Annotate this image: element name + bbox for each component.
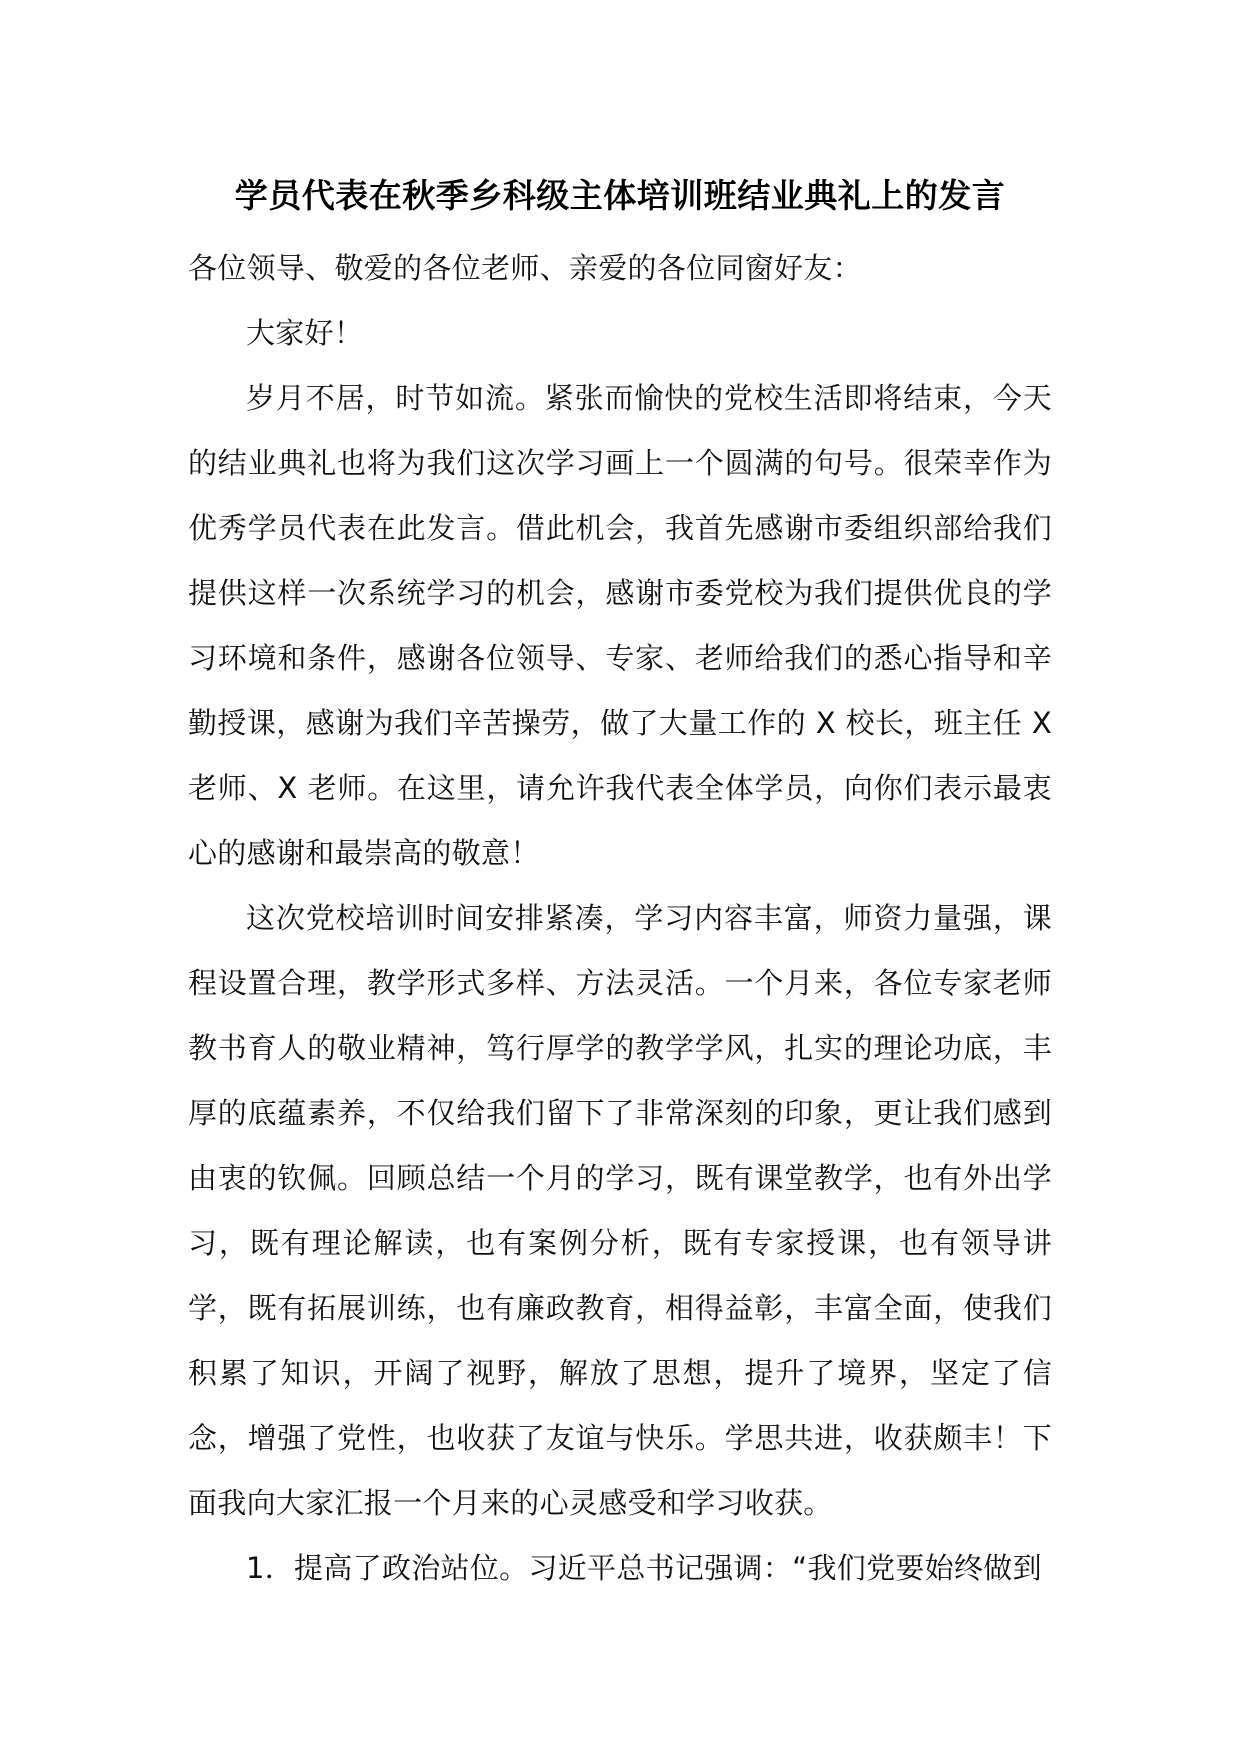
paragraph-point-one: 1．提高了政治站位。习近平总书记强调：“我们党要始终做到 xyxy=(246,1551,1042,1585)
greeting: 大家好！ xyxy=(246,316,364,350)
document-body xyxy=(188,170,1052,1601)
paragraph-opening: 岁月不居，时节如流。紧张而愉快的党校生活即将结束，今天的结业典礼也将为我们这次学习画上一个圆满的句号。很荣幸作为优秀学员代表在此发言。借此机会，我首先感谢市委组织部给我们提供这样一次系统学习的机会，感谢市委党校为我们提供优良的学习环境和条件，感谢各位领导、专家、老师给我们的悉心指导和辛勤授课，感谢为我们辛苦操劳，做了大量工作的 X 校长，班主任 X 老师、X 老师。在这里，请允许我代表全体学员，向你们表示最衷心的感谢和最崇高的敬意！ xyxy=(188,381,1052,870)
salutation: 各位领导、敬爱的各位老师、亲爱的各位同窗好友： xyxy=(188,251,862,285)
document-title: 学员代表在秋季乡科级主体培训班结业典礼上的发言 xyxy=(234,176,1006,215)
paragraph-training-review: 这次党校培训时间安排紧凑，学习内容丰富，师资力量强，课程设置合理，教学形式多样、方法灵活。一个月来，各位专家老师教书育人的敬业精神，笃行厚学的教学学风，扎实的理论功底，丰厚的底蕴素养，不仅给我们留下了非常深刻的印象，更让我们感到由衷的钦佩。回顾总结一个月的学习，既有课堂教学，也有外出学习，既有理论解读，也有案例分析，既有专家授课，也有领导讲学，既有拓展训练，也有廉政教育，相得益彰，丰富全面，使我们积累了知识，开阔了视野，解放了思想，提升了境界，坚定了信念，增强了党性，也收获了友谊与快乐。学思共进，收获颇丰！下面我向大家汇报一个月来的心灵感受和学习收获。 xyxy=(188,901,1052,1520)
